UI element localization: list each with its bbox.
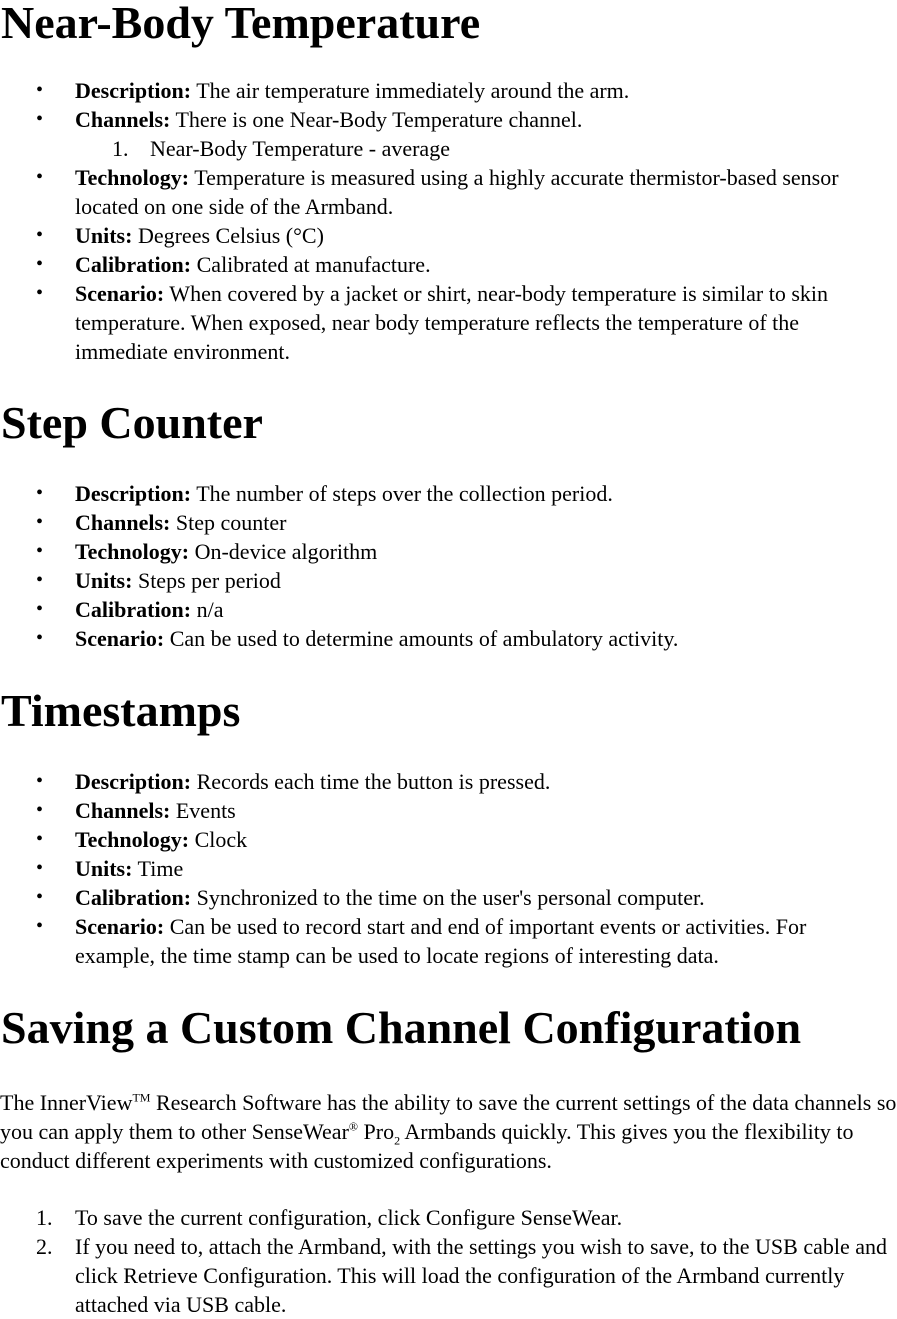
registered-mark: ® <box>348 1119 359 1134</box>
item-label: Technology: <box>75 827 190 852</box>
item-number: 1. <box>112 136 129 161</box>
item-text: There is one Near-Body Temperature channel. <box>170 107 583 132</box>
item-label: Calibration: <box>75 597 192 622</box>
list-item <box>0 76 890 105</box>
step-text: To save the current configuration, click Configure SenseWear. <box>75 1205 623 1230</box>
section-title: Timestamps <box>1 685 241 736</box>
step-text: If you need to, attach the Armband, with the settings you wish to save, to the USB cable and click Retrieve Configuration. This will load the configuration of the Armband currently attached via USB cable. <box>75 1234 888 1317</box>
list-item <box>0 508 890 537</box>
list-item <box>0 883 890 912</box>
item-text: Records each time the button is pressed. <box>191 769 551 794</box>
subscript: 2 <box>394 1133 401 1148</box>
section-saving-configuration <box>0 1002 897 1319</box>
para-text: Pro <box>358 1119 395 1144</box>
item-text: Clock <box>189 827 248 852</box>
numbered-sublist <box>0 134 890 163</box>
para-text: Armbands quickly. This gives you the flexibility to conduct different experiments with customized configurations. <box>0 1119 854 1173</box>
item-text: When covered by a jacket or shirt, near-body temperature is similar to skin temperature. When exposed, near body temperature reflects the temperature of the immediate environment. <box>75 281 829 364</box>
section-timestamps <box>0 685 890 970</box>
item-label: Calibration: <box>75 885 192 910</box>
bullet-list <box>0 163 890 366</box>
item-label: Units: <box>75 568 133 593</box>
para-text: Research Software has the ability to save the current settings of the data channels so you can apply them to other SenseWear <box>0 1090 897 1144</box>
bullet-list <box>0 479 890 653</box>
list-item <box>0 825 890 854</box>
list-item <box>0 854 890 883</box>
section-title: Near-Body Temperature <box>1 0 481 48</box>
bullet-list <box>0 767 890 970</box>
item-text: Can be used to determine amounts of ambulatory activity. <box>164 626 679 651</box>
step-number: 1. <box>36 1205 53 1230</box>
list-item <box>0 796 890 825</box>
trademark-mark: TM <box>132 1090 151 1105</box>
item-label: Channels: <box>75 798 171 823</box>
item-label: Description: <box>75 481 192 506</box>
item-text: Can be used to record start and end of important events or activities. For example, the time stamp can be used to locate regions of interesting data. <box>75 914 807 968</box>
item-label: Units: <box>75 856 133 881</box>
item-label: Description: <box>75 78 192 103</box>
item-text: n/a <box>191 597 224 622</box>
para-text: The InnerView <box>0 1090 133 1115</box>
list-item <box>0 221 890 250</box>
list-item <box>0 250 890 279</box>
item-label: Scenario: <box>75 626 165 651</box>
list-item <box>0 767 890 796</box>
item-text: Near-Body Temperature - average <box>150 136 450 161</box>
section-step-counter <box>0 397 890 653</box>
list-item <box>0 624 890 653</box>
list-item <box>0 479 890 508</box>
item-text: Step counter <box>170 510 287 535</box>
list-item <box>0 163 890 221</box>
item-text: The number of steps over the collection period. <box>191 481 613 506</box>
list-item <box>0 1232 897 1319</box>
list-item <box>0 595 890 624</box>
item-label: Technology: <box>75 165 190 190</box>
item-text: The air temperature immediately around the arm. <box>191 78 630 103</box>
list-item <box>0 537 890 566</box>
list-item <box>0 912 890 970</box>
item-label: Scenario: <box>75 281 165 306</box>
item-label: Calibration: <box>75 252 192 277</box>
list-item <box>0 105 890 134</box>
item-text: Synchronized to the time on the user's personal computer. <box>191 885 705 910</box>
list-item <box>0 566 890 595</box>
item-text: Temperature is measured using a highly accurate thermistor-based sensor located on one side of the Armband. <box>75 165 839 219</box>
item-label: Scenario: <box>75 914 165 939</box>
item-label: Units: <box>75 223 133 248</box>
item-text: Steps per period <box>132 568 281 593</box>
list-item <box>0 1203 897 1232</box>
item-label: Description: <box>75 769 192 794</box>
steps-list <box>0 1203 897 1319</box>
section-title: Saving a Custom Channel Configuration <box>1 1002 802 1053</box>
list-item <box>0 134 890 163</box>
item-label: Technology: <box>75 539 190 564</box>
section-title: Step Counter <box>1 397 263 448</box>
intro-paragraph <box>0 1088 897 1175</box>
item-text: Time <box>132 856 184 881</box>
item-text: Calibrated at manufacture. <box>191 252 431 277</box>
item-text: Events <box>170 798 236 823</box>
bullet-list <box>0 76 890 134</box>
list-item <box>0 279 890 366</box>
item-text: On-device algorithm <box>189 539 378 564</box>
item-label: Channels: <box>75 510 171 535</box>
item-label: Channels: <box>75 107 171 132</box>
step-number: 2. <box>36 1234 53 1259</box>
item-text: Degrees Celsius (°C) <box>132 223 324 248</box>
section-near-body-temperature <box>0 0 890 366</box>
